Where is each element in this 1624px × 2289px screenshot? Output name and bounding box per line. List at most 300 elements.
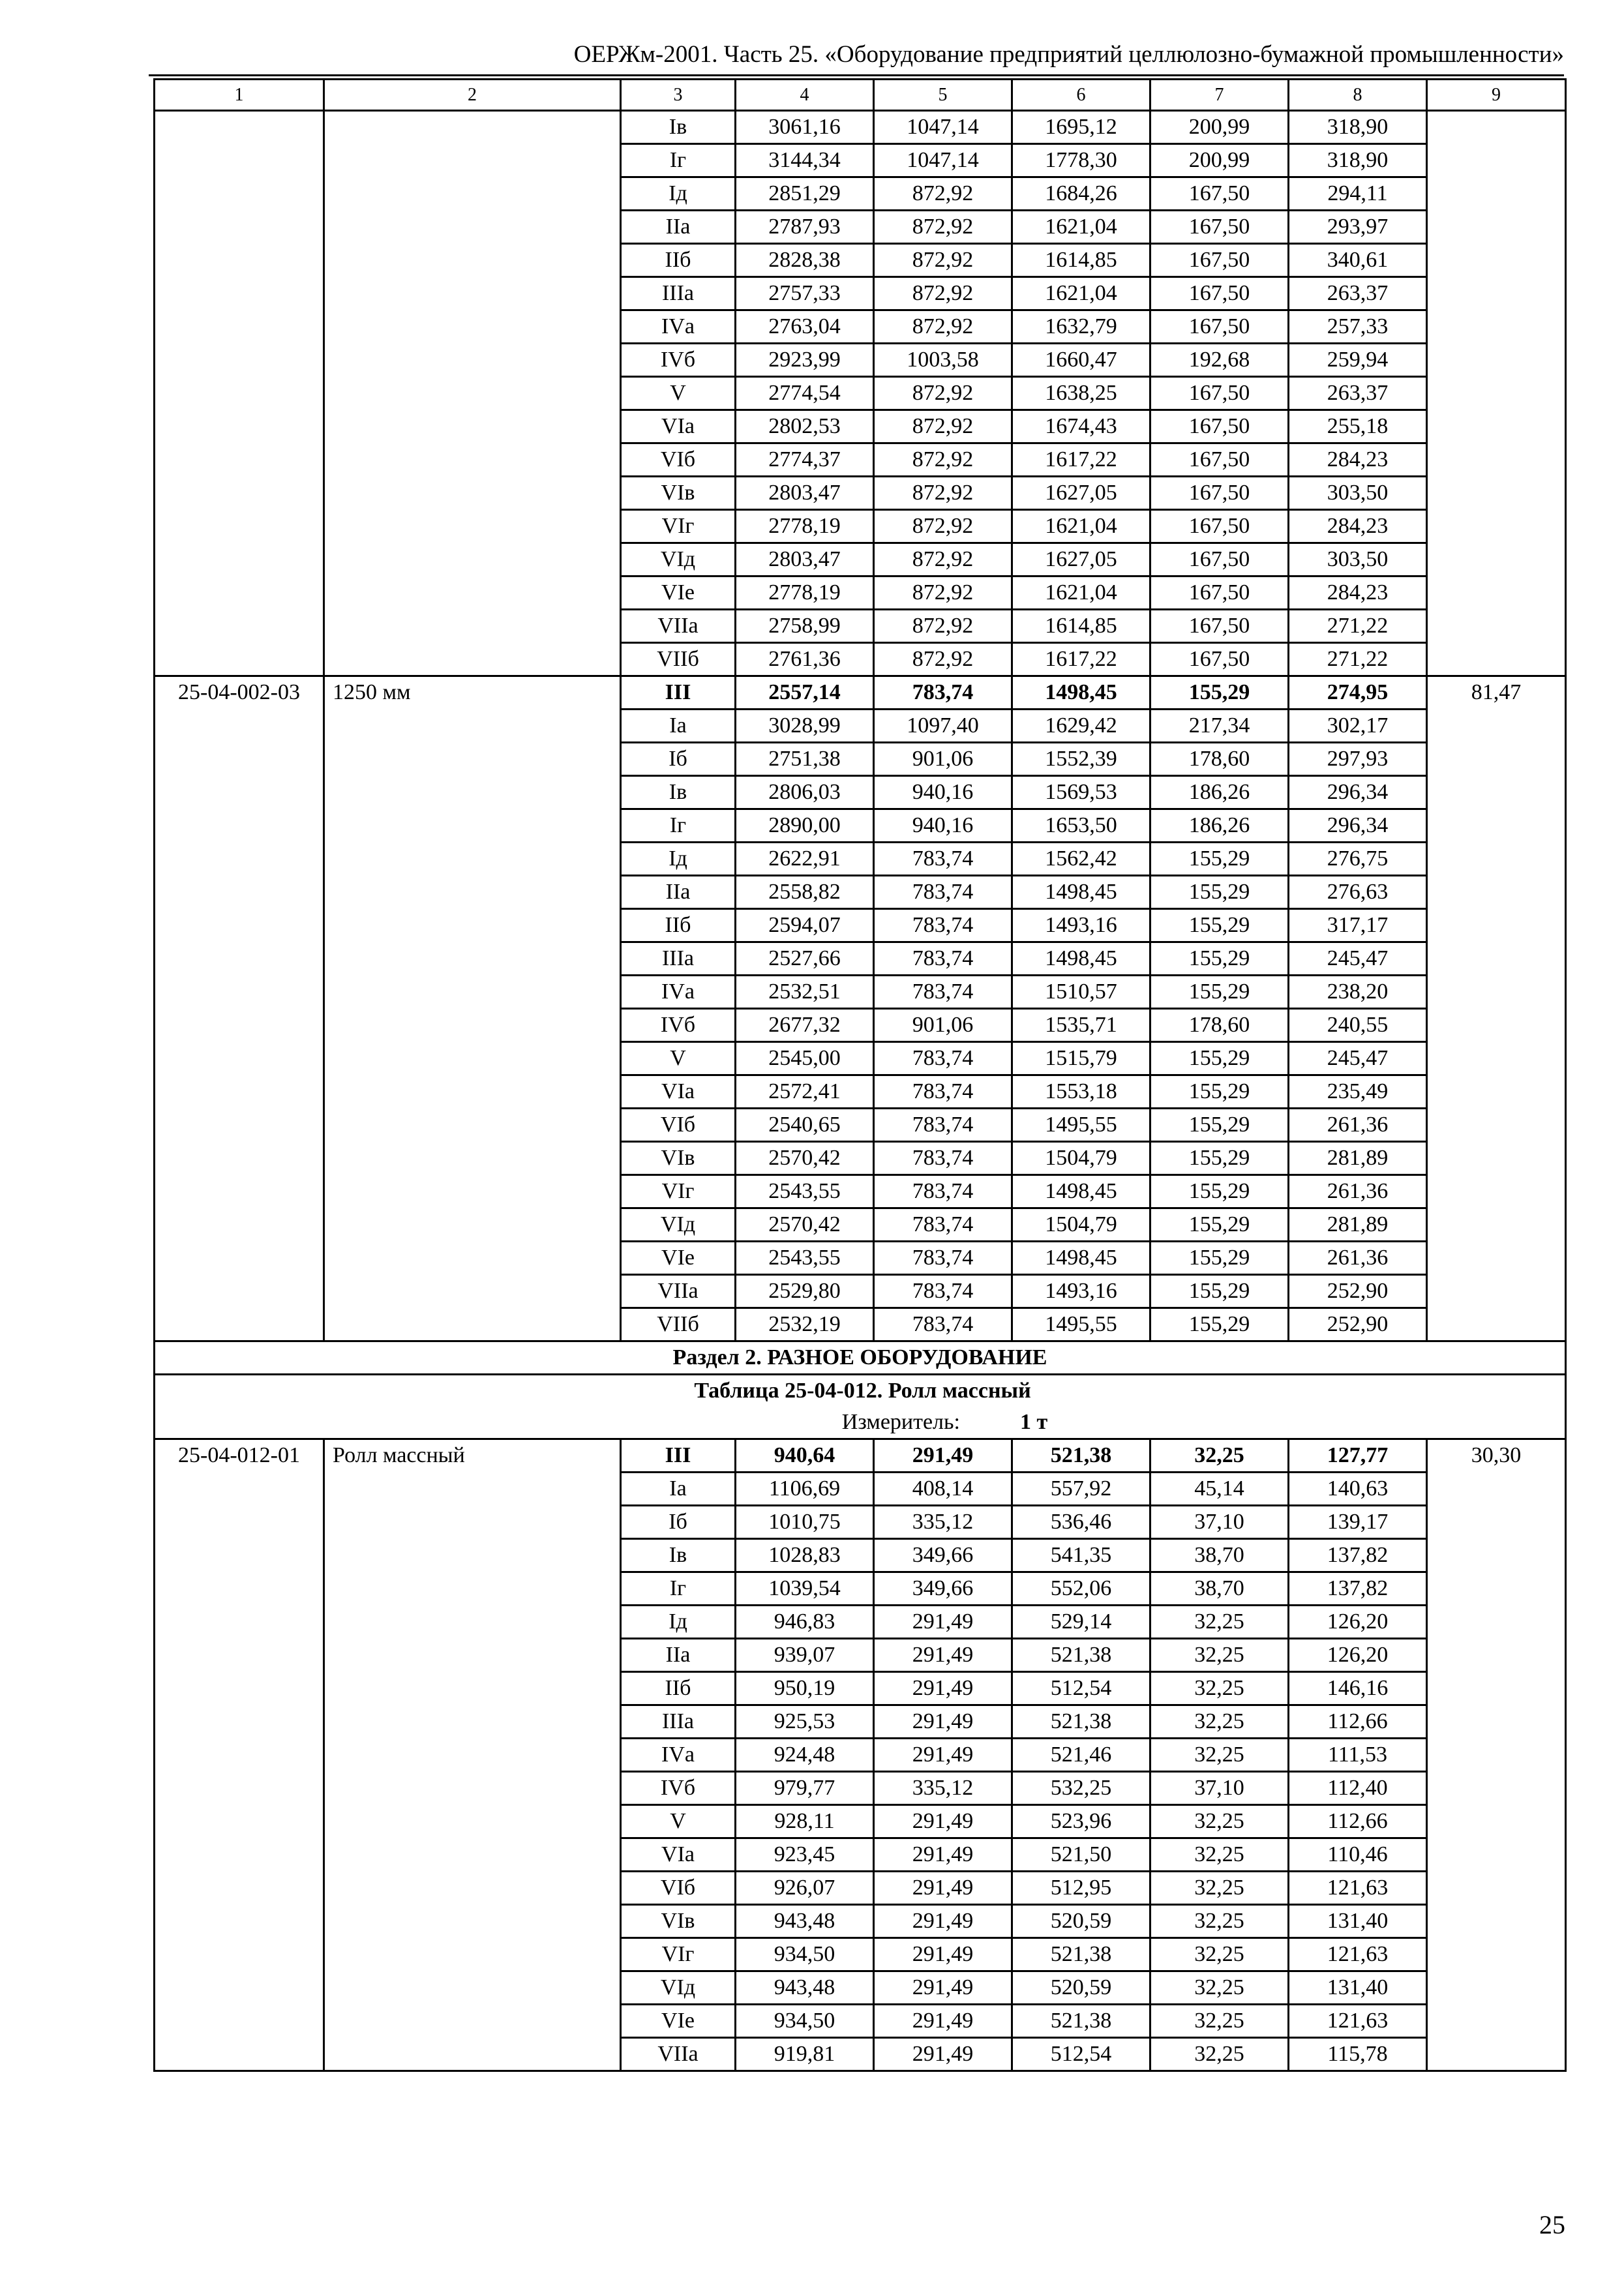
machinist-wages-cell: 32,25 — [1150, 1838, 1289, 1872]
machinist-wages-cell: 167,50 — [1150, 610, 1289, 643]
region-code-cell: IVа — [621, 1739, 736, 1772]
machinist-wages-cell: 32,25 — [1150, 1971, 1289, 2005]
machinist-wages-cell: 32,25 — [1150, 1739, 1289, 1772]
machine-operation-cell: 512,54 — [1012, 1672, 1150, 1705]
materials-cell: 261,36 — [1289, 1175, 1427, 1208]
machinist-wages-cell: 155,29 — [1150, 942, 1289, 976]
region-code-cell: Iг — [621, 144, 736, 177]
materials-cell: 303,50 — [1289, 477, 1427, 510]
machinist-wages-cell: 167,50 — [1150, 310, 1289, 344]
materials-cell: 111,53 — [1289, 1739, 1427, 1772]
total-cost-cell: 2828,38 — [736, 244, 874, 277]
machinist-wages-cell: 167,50 — [1150, 177, 1289, 211]
region-code-cell: VIг — [621, 1175, 736, 1208]
materials-cell: 271,22 — [1289, 610, 1427, 643]
total-cost-cell: 2570,42 — [736, 1142, 874, 1175]
machinist-wages-cell: 155,29 — [1150, 1109, 1289, 1142]
total-cost-cell: 2802,53 — [736, 410, 874, 443]
machinist-wages-cell: 155,29 — [1150, 1075, 1289, 1109]
wages-cell: 783,74 — [874, 676, 1012, 710]
machinist-wages-cell: 155,29 — [1150, 1242, 1289, 1275]
machine-operation-cell: 557,92 — [1012, 1473, 1150, 1506]
machine-operation-cell: 521,38 — [1012, 1639, 1150, 1672]
machinist-wages-cell: 32,25 — [1150, 1938, 1289, 1971]
machine-operation-cell: 1569,53 — [1012, 776, 1150, 809]
materials-cell: 284,23 — [1289, 576, 1427, 610]
code-cell — [155, 111, 324, 676]
meter-row — [155, 1407, 1566, 1439]
machine-operation-cell: 1498,45 — [1012, 942, 1150, 976]
machinist-wages-cell: 167,50 — [1150, 643, 1289, 676]
region-code-cell: VIа — [621, 1838, 736, 1872]
wages-cell: 291,49 — [874, 1938, 1012, 1971]
wages-cell: 291,49 — [874, 1739, 1012, 1772]
machine-operation-cell: 1621,04 — [1012, 211, 1150, 244]
total-cost-cell: 2787,93 — [736, 211, 874, 244]
machinist-wages-cell: 155,29 — [1150, 1142, 1289, 1175]
machinist-wages-cell: 155,29 — [1150, 876, 1289, 909]
materials-cell: 127,77 — [1289, 1439, 1427, 1473]
region-code-cell: VIв — [621, 1142, 736, 1175]
machine-operation-cell: 1498,45 — [1012, 876, 1150, 909]
wages-cell: 783,74 — [874, 843, 1012, 876]
wages-cell: 291,49 — [874, 1805, 1012, 1838]
total-cost-cell: 2677,32 — [736, 1009, 874, 1042]
machinist-wages-cell: 167,50 — [1150, 244, 1289, 277]
wages-cell: 335,12 — [874, 1506, 1012, 1539]
total-cost-cell: 928,11 — [736, 1805, 874, 1838]
materials-cell: 126,20 — [1289, 1606, 1427, 1639]
machine-operation-cell: 521,46 — [1012, 1739, 1150, 1772]
materials-cell: 302,17 — [1289, 710, 1427, 743]
machine-operation-cell: 1778,30 — [1012, 144, 1150, 177]
machinist-wages-cell: 32,25 — [1150, 1805, 1289, 1838]
materials-cell: 318,90 — [1289, 111, 1427, 144]
machine-operation-cell: 1498,45 — [1012, 676, 1150, 710]
region-code-cell: VIд — [621, 1971, 736, 2005]
machinist-wages-cell: 167,50 — [1150, 543, 1289, 576]
total-cost-cell: 2622,91 — [736, 843, 874, 876]
materials-cell: 146,16 — [1289, 1672, 1427, 1705]
total-cost-cell: 950,19 — [736, 1672, 874, 1705]
machinist-wages-cell: 167,50 — [1150, 477, 1289, 510]
region-code-cell: IIб — [621, 244, 736, 277]
materials-cell: 297,93 — [1289, 743, 1427, 776]
materials-cell: 284,23 — [1289, 510, 1427, 543]
region-code-cell: Iв — [621, 111, 736, 144]
machinist-wages-cell: 32,25 — [1150, 1639, 1289, 1672]
wages-cell: 291,49 — [874, 2038, 1012, 2071]
price-table — [153, 78, 1567, 2072]
region-code-cell: IIб — [621, 909, 736, 942]
materials-cell: 131,40 — [1289, 1971, 1427, 2005]
region-code-cell: Iд — [621, 177, 736, 211]
wages-cell: 783,74 — [874, 1075, 1012, 1109]
meter-label: Измеритель: — [841, 1410, 960, 1434]
region-code-cell: IVб — [621, 344, 736, 377]
wages-cell: 783,74 — [874, 1208, 1012, 1242]
total-cost-cell: 2761,36 — [736, 643, 874, 676]
wages-cell: 872,92 — [874, 277, 1012, 310]
meter-cell — [155, 1407, 1566, 1439]
machine-operation-cell: 529,14 — [1012, 1606, 1150, 1639]
table-body — [155, 80, 1566, 2071]
materials-cell: 318,90 — [1289, 144, 1427, 177]
machinist-wages-cell: 32,25 — [1150, 1872, 1289, 1905]
machine-operation-cell: 532,25 — [1012, 1772, 1150, 1805]
machine-operation-cell: 521,38 — [1012, 1439, 1150, 1473]
machinist-wages-cell: 155,29 — [1150, 1042, 1289, 1075]
wages-cell: 783,74 — [874, 942, 1012, 976]
region-code-cell: VIд — [621, 543, 736, 576]
region-code-cell: III — [621, 676, 736, 710]
machine-operation-cell: 1684,26 — [1012, 177, 1150, 211]
name-cell: 1250 мм — [324, 676, 621, 1341]
machinist-wages-cell: 200,99 — [1150, 144, 1289, 177]
wages-cell: 940,16 — [874, 776, 1012, 809]
materials-cell: 271,22 — [1289, 643, 1427, 676]
document-title: ОЕРЖм-2001. Часть 25. «Оборудование предприятий целлюлозно-бумажной промышленности» — [573, 41, 1564, 68]
region-code-cell: IVа — [621, 310, 736, 344]
machine-operation-cell: 1621,04 — [1012, 576, 1150, 610]
wages-cell: 783,74 — [874, 1042, 1012, 1075]
wages-cell: 291,49 — [874, 1672, 1012, 1705]
total-cost-cell: 934,50 — [736, 2005, 874, 2038]
region-code-cell: Iа — [621, 1473, 736, 1506]
col9-cell: 81,47 — [1427, 676, 1566, 1341]
wages-cell: 783,74 — [874, 1175, 1012, 1208]
total-cost-cell: 926,07 — [736, 1872, 874, 1905]
materials-cell: 293,97 — [1289, 211, 1427, 244]
wages-cell: 1003,58 — [874, 344, 1012, 377]
total-cost-cell: 939,07 — [736, 1639, 874, 1672]
region-code-cell: IVб — [621, 1009, 736, 1042]
machine-operation-cell: 1552,39 — [1012, 743, 1150, 776]
materials-cell: 296,34 — [1289, 776, 1427, 809]
materials-cell: 121,63 — [1289, 1872, 1427, 1905]
machinist-wages-cell: 32,25 — [1150, 1606, 1289, 1639]
machinist-wages-cell: 32,25 — [1150, 1905, 1289, 1938]
materials-cell: 317,17 — [1289, 909, 1427, 942]
wages-cell: 940,16 — [874, 809, 1012, 843]
total-cost-cell: 2751,38 — [736, 743, 874, 776]
total-cost-cell: 2529,80 — [736, 1275, 874, 1308]
column-number-cell: 7 — [1150, 80, 1289, 111]
wages-cell: 783,74 — [874, 1308, 1012, 1341]
machine-operation-cell: 1695,12 — [1012, 111, 1150, 144]
wages-cell: 1047,14 — [874, 111, 1012, 144]
column-number-cell: 5 — [874, 80, 1012, 111]
total-cost-cell: 2774,37 — [736, 443, 874, 477]
total-cost-cell: 2806,03 — [736, 776, 874, 809]
machine-operation-cell: 1504,79 — [1012, 1142, 1150, 1175]
wages-cell: 1047,14 — [874, 144, 1012, 177]
machinist-wages-cell: 155,29 — [1150, 1308, 1289, 1341]
wages-cell: 291,49 — [874, 1838, 1012, 1872]
column-number-cell: 3 — [621, 80, 736, 111]
total-cost-cell: 2803,47 — [736, 543, 874, 576]
region-code-cell: VIб — [621, 1872, 736, 1905]
region-code-cell: Iб — [621, 1506, 736, 1539]
materials-cell: 284,23 — [1289, 443, 1427, 477]
machine-operation-cell: 1562,42 — [1012, 843, 1150, 876]
region-code-cell: Iа — [621, 710, 736, 743]
region-code-cell: Iг — [621, 809, 736, 843]
total-cost-cell: 2543,55 — [736, 1175, 874, 1208]
table-row — [155, 1439, 1566, 1473]
machinist-wages-cell: 155,29 — [1150, 1275, 1289, 1308]
total-cost-cell: 943,48 — [736, 1971, 874, 2005]
total-cost-cell: 2540,65 — [736, 1109, 874, 1142]
page-number: 25 — [1539, 2210, 1565, 2239]
total-cost-cell: 2532,51 — [736, 976, 874, 1009]
wages-cell: 783,74 — [874, 909, 1012, 942]
total-cost-cell: 940,64 — [736, 1439, 874, 1473]
column-number-cell: 6 — [1012, 80, 1150, 111]
machine-operation-cell: 1629,42 — [1012, 710, 1150, 743]
region-code-cell: VIа — [621, 1075, 736, 1109]
wages-cell: 291,49 — [874, 1872, 1012, 1905]
region-code-cell: VIв — [621, 477, 736, 510]
total-cost-cell: 2594,07 — [736, 909, 874, 942]
total-cost-cell: 2558,82 — [736, 876, 874, 909]
wages-cell: 291,49 — [874, 1705, 1012, 1739]
materials-cell: 340,61 — [1289, 244, 1427, 277]
machinist-wages-cell: 167,50 — [1150, 211, 1289, 244]
machine-operation-cell: 1498,45 — [1012, 1175, 1150, 1208]
materials-cell: 259,94 — [1289, 344, 1427, 377]
machinist-wages-cell: 178,60 — [1150, 743, 1289, 776]
region-code-cell: Iд — [621, 843, 736, 876]
machine-operation-cell: 536,46 — [1012, 1506, 1150, 1539]
section-title: Раздел 2. РАЗНОЕ ОБОРУДОВАНИЕ — [155, 1341, 1566, 1375]
machine-operation-cell: 1614,85 — [1012, 244, 1150, 277]
total-cost-cell: 3144,34 — [736, 144, 874, 177]
materials-cell: 140,63 — [1289, 1473, 1427, 1506]
region-code-cell: VIа — [621, 410, 736, 443]
materials-cell: 281,89 — [1289, 1142, 1427, 1175]
column-number-cell: 9 — [1427, 80, 1566, 111]
materials-cell: 112,66 — [1289, 1805, 1427, 1838]
machine-operation-cell: 1638,25 — [1012, 377, 1150, 410]
wages-cell: 783,74 — [874, 1109, 1012, 1142]
region-code-cell: Iд — [621, 1606, 736, 1639]
total-cost-cell: 943,48 — [736, 1905, 874, 1938]
machine-operation-cell: 1627,05 — [1012, 477, 1150, 510]
region-code-cell: VIе — [621, 2005, 736, 2038]
materials-cell: 235,49 — [1289, 1075, 1427, 1109]
region-code-cell: VIIб — [621, 643, 736, 676]
region-code-cell: IIIа — [621, 942, 736, 976]
region-code-cell: Iг — [621, 1572, 736, 1606]
machinist-wages-cell: 155,29 — [1150, 909, 1289, 942]
machine-operation-cell: 1627,05 — [1012, 543, 1150, 576]
wages-cell: 783,74 — [874, 1242, 1012, 1275]
machinist-wages-cell: 38,70 — [1150, 1572, 1289, 1606]
region-code-cell: IIб — [621, 1672, 736, 1705]
machinist-wages-cell: 167,50 — [1150, 576, 1289, 610]
wages-cell: 335,12 — [874, 1772, 1012, 1805]
total-cost-cell: 925,53 — [736, 1705, 874, 1739]
column-number-row — [155, 80, 1566, 111]
total-cost-cell: 2545,00 — [736, 1042, 874, 1075]
machine-operation-cell: 552,06 — [1012, 1572, 1150, 1606]
wages-cell: 872,92 — [874, 244, 1012, 277]
machine-operation-cell: 1535,71 — [1012, 1009, 1150, 1042]
machine-operation-cell: 1504,79 — [1012, 1208, 1150, 1242]
total-cost-cell: 2557,14 — [736, 676, 874, 710]
wages-cell: 872,92 — [874, 211, 1012, 244]
materials-cell: 115,78 — [1289, 2038, 1427, 2071]
machine-operation-cell: 1493,16 — [1012, 1275, 1150, 1308]
machinist-wages-cell: 38,70 — [1150, 1539, 1289, 1572]
region-code-cell: IIа — [621, 211, 736, 244]
machine-operation-cell: 1617,22 — [1012, 643, 1150, 676]
col9-cell: 30,30 — [1427, 1439, 1566, 2071]
wages-cell: 783,74 — [874, 1142, 1012, 1175]
materials-cell: 126,20 — [1289, 1639, 1427, 1672]
materials-cell: 245,47 — [1289, 942, 1427, 976]
total-cost-cell: 2851,29 — [736, 177, 874, 211]
materials-cell: 263,37 — [1289, 377, 1427, 410]
machinist-wages-cell: 45,14 — [1150, 1473, 1289, 1506]
machine-operation-cell: 523,96 — [1012, 1805, 1150, 1838]
machinist-wages-cell: 217,34 — [1150, 710, 1289, 743]
table-title: Таблица 25-04-012. Ролл массный — [155, 1375, 1566, 1407]
region-code-cell: Iв — [621, 1539, 736, 1572]
total-cost-cell: 1010,75 — [736, 1506, 874, 1539]
region-code-cell: VIв — [621, 1905, 736, 1938]
materials-cell: 238,20 — [1289, 976, 1427, 1009]
machinist-wages-cell: 37,10 — [1150, 1772, 1289, 1805]
total-cost-cell: 979,77 — [736, 1772, 874, 1805]
machinist-wages-cell: 167,50 — [1150, 377, 1289, 410]
region-code-cell: IIа — [621, 1639, 736, 1672]
name-cell — [324, 111, 621, 676]
running-header — [149, 40, 1564, 76]
meter-value: 1 т — [1019, 1410, 1048, 1434]
region-code-cell: V — [621, 377, 736, 410]
region-code-cell: VIг — [621, 1938, 736, 1971]
wages-cell: 872,92 — [874, 177, 1012, 211]
materials-cell: 137,82 — [1289, 1572, 1427, 1606]
region-code-cell: VIе — [621, 1242, 736, 1275]
materials-cell: 252,90 — [1289, 1308, 1427, 1341]
wages-cell: 901,06 — [874, 1009, 1012, 1042]
machine-operation-cell: 1660,47 — [1012, 344, 1150, 377]
machinist-wages-cell: 37,10 — [1150, 1506, 1289, 1539]
materials-cell: 110,46 — [1289, 1838, 1427, 1872]
total-cost-cell: 2758,99 — [736, 610, 874, 643]
materials-cell: 303,50 — [1289, 543, 1427, 576]
total-cost-cell: 1106,69 — [736, 1473, 874, 1506]
total-cost-cell: 1039,54 — [736, 1572, 874, 1606]
total-cost-cell: 2527,66 — [736, 942, 874, 976]
total-cost-cell: 3061,16 — [736, 111, 874, 144]
wages-cell: 291,49 — [874, 1905, 1012, 1938]
wages-cell: 901,06 — [874, 743, 1012, 776]
materials-cell: 261,36 — [1289, 1109, 1427, 1142]
region-code-cell: Iв — [621, 776, 736, 809]
wages-cell: 291,49 — [874, 1971, 1012, 2005]
wages-cell: 872,92 — [874, 576, 1012, 610]
materials-cell: 276,63 — [1289, 876, 1427, 909]
column-number-cell: 4 — [736, 80, 874, 111]
machinist-wages-cell: 167,50 — [1150, 510, 1289, 543]
wages-cell: 872,92 — [874, 443, 1012, 477]
wages-cell: 872,92 — [874, 410, 1012, 443]
machinist-wages-cell: 167,50 — [1150, 443, 1289, 477]
machinist-wages-cell: 200,99 — [1150, 111, 1289, 144]
region-code-cell: IIIа — [621, 1705, 736, 1739]
wages-cell: 1097,40 — [874, 710, 1012, 743]
materials-cell: 261,36 — [1289, 1242, 1427, 1275]
machine-operation-cell: 512,54 — [1012, 2038, 1150, 2071]
materials-cell: 263,37 — [1289, 277, 1427, 310]
machine-operation-cell: 512,95 — [1012, 1872, 1150, 1905]
total-cost-cell: 946,83 — [736, 1606, 874, 1639]
wages-cell: 783,74 — [874, 876, 1012, 909]
machine-operation-cell: 521,38 — [1012, 1705, 1150, 1739]
region-code-cell: IVб — [621, 1772, 736, 1805]
region-code-cell: VIIа — [621, 1275, 736, 1308]
total-cost-cell: 923,45 — [736, 1838, 874, 1872]
wages-cell: 408,14 — [874, 1473, 1012, 1506]
region-code-cell: VIд — [621, 1208, 736, 1242]
materials-cell: 274,95 — [1289, 676, 1427, 710]
region-code-cell: V — [621, 1042, 736, 1075]
materials-cell: 121,63 — [1289, 2005, 1427, 2038]
materials-cell: 112,40 — [1289, 1772, 1427, 1805]
machine-operation-cell: 1614,85 — [1012, 610, 1150, 643]
column-number-cell: 8 — [1289, 80, 1427, 111]
machinist-wages-cell: 192,68 — [1150, 344, 1289, 377]
region-code-cell: VIг — [621, 510, 736, 543]
machine-operation-cell: 520,59 — [1012, 1905, 1150, 1938]
name-cell: Ролл массный — [324, 1439, 621, 2071]
total-cost-cell: 3028,99 — [736, 710, 874, 743]
materials-cell: 245,47 — [1289, 1042, 1427, 1075]
machine-operation-cell: 1498,45 — [1012, 1242, 1150, 1275]
machinist-wages-cell: 178,60 — [1150, 1009, 1289, 1042]
wages-cell: 291,49 — [874, 1639, 1012, 1672]
table-title-row — [155, 1375, 1566, 1407]
materials-cell: 296,34 — [1289, 809, 1427, 843]
column-number-cell: 2 — [324, 80, 621, 111]
wages-cell: 349,66 — [874, 1539, 1012, 1572]
total-cost-cell: 924,48 — [736, 1739, 874, 1772]
machinist-wages-cell: 155,29 — [1150, 676, 1289, 710]
total-cost-cell: 2778,19 — [736, 510, 874, 543]
machine-operation-cell: 1493,16 — [1012, 909, 1150, 942]
column-number-cell: 1 — [155, 80, 324, 111]
machinist-wages-cell: 32,25 — [1150, 2038, 1289, 2071]
machinist-wages-cell: 167,50 — [1150, 277, 1289, 310]
machinist-wages-cell: 155,29 — [1150, 1175, 1289, 1208]
region-code-cell: Iб — [621, 743, 736, 776]
machine-operation-cell: 1495,55 — [1012, 1308, 1150, 1341]
materials-cell: 112,66 — [1289, 1705, 1427, 1739]
machinist-wages-cell: 155,29 — [1150, 1208, 1289, 1242]
table-row — [155, 676, 1566, 710]
materials-cell: 294,11 — [1289, 177, 1427, 211]
total-cost-cell: 934,50 — [736, 1938, 874, 1971]
wages-cell: 783,74 — [874, 1275, 1012, 1308]
machine-operation-cell: 1674,43 — [1012, 410, 1150, 443]
region-code-cell: VIIа — [621, 2038, 736, 2071]
total-cost-cell: 2543,55 — [736, 1242, 874, 1275]
total-cost-cell: 1028,83 — [736, 1539, 874, 1572]
